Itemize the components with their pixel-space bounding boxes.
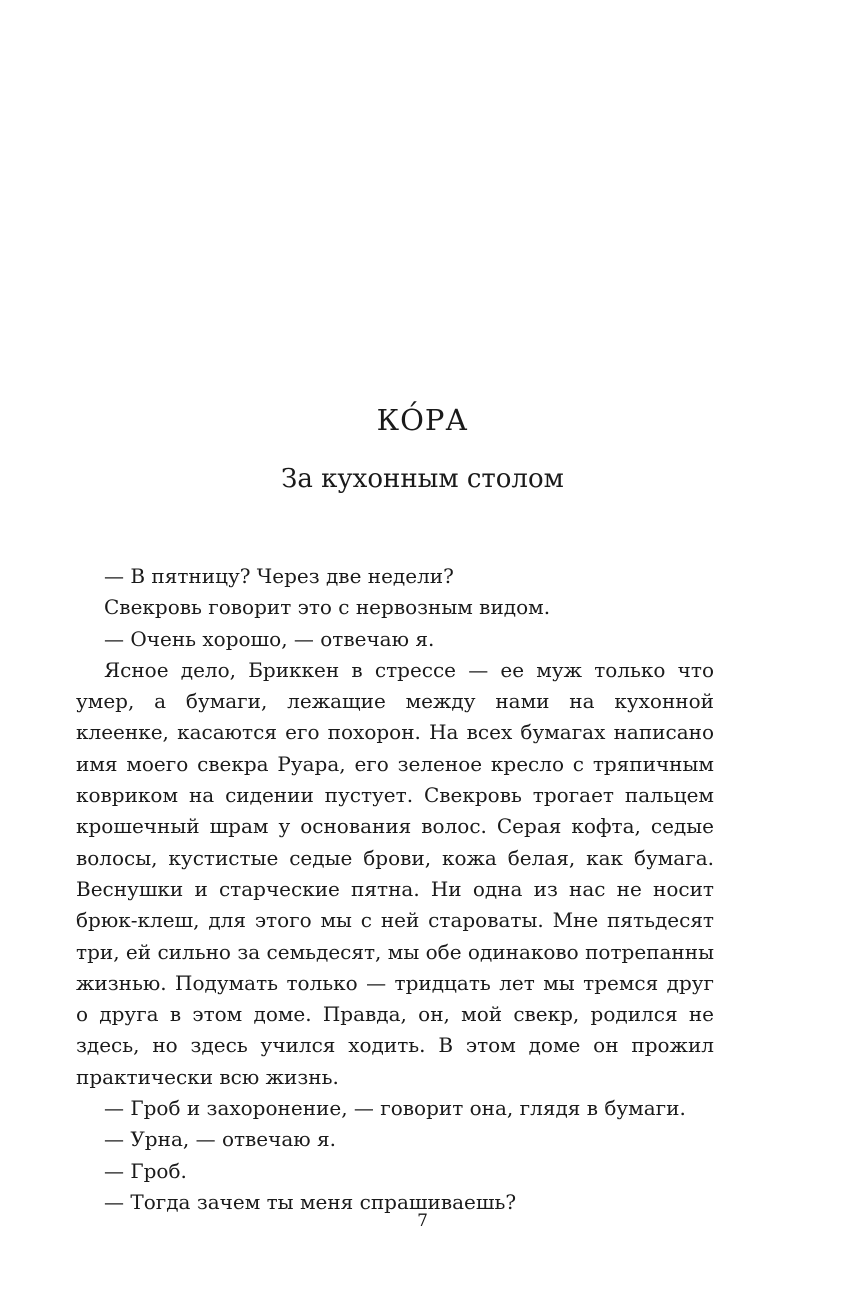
paragraph-narration-1: Свекровь говорит это с нервозным видом. [104,595,551,620]
paragraph-dialogue-6: — Тогда зачем ты меня спрашиваешь? [104,1189,517,1214]
paragraph-dialogue-1: — В пятницу? Через две недели? [104,564,454,588]
chapter-title: КО́РА [376,403,469,437]
paragraph-dialogue-5: — Гроб. [104,1158,187,1183]
page-number: 7 [417,1211,428,1231]
chapter-subtitle: За кухонным столом [281,464,564,494]
paragraph-dialogue-3: — Гроб и захоронение, — говорит она, глядя в бумаги. [104,1096,686,1121]
body-text [76,561,714,1218]
paragraph-narration-2: Ясное дело, Бриккен в стрессе — ее муж только что умер, а бумаги, лежащие между нами на кухонной клеенке, касаются его похорон. На всех бумагах написано имя моего свекра Руара, его зеленое кресло с тряпичным ковриком на сидении пустует. Свекровь трогает пальцем крошечный шрам у основания волос. Серая кофта, седые волосы, кустистые седые брови, кожа белая, как бумага. Веснушки и старческие пятна. Ни одна из нас не носит брюк-клеш, для этого мы с ней староваты. Мне пятьдесят три, ей сильно за семьдесят, мы обе одинаково потрепанны жизнью. Подумать только — тридцать лет мы тремся друг о друга в этом доме. Правда, он, мой свекр, родился не здесь, но здесь учился ходить. В этом доме он прожил практически всю жизнь. [76,657,714,1089]
paragraph-dialogue-2: — Очень хорошо, — отвечаю я. [104,626,435,651]
paragraph-dialogue-4: — Урна, — отвечаю я. [104,1127,337,1152]
